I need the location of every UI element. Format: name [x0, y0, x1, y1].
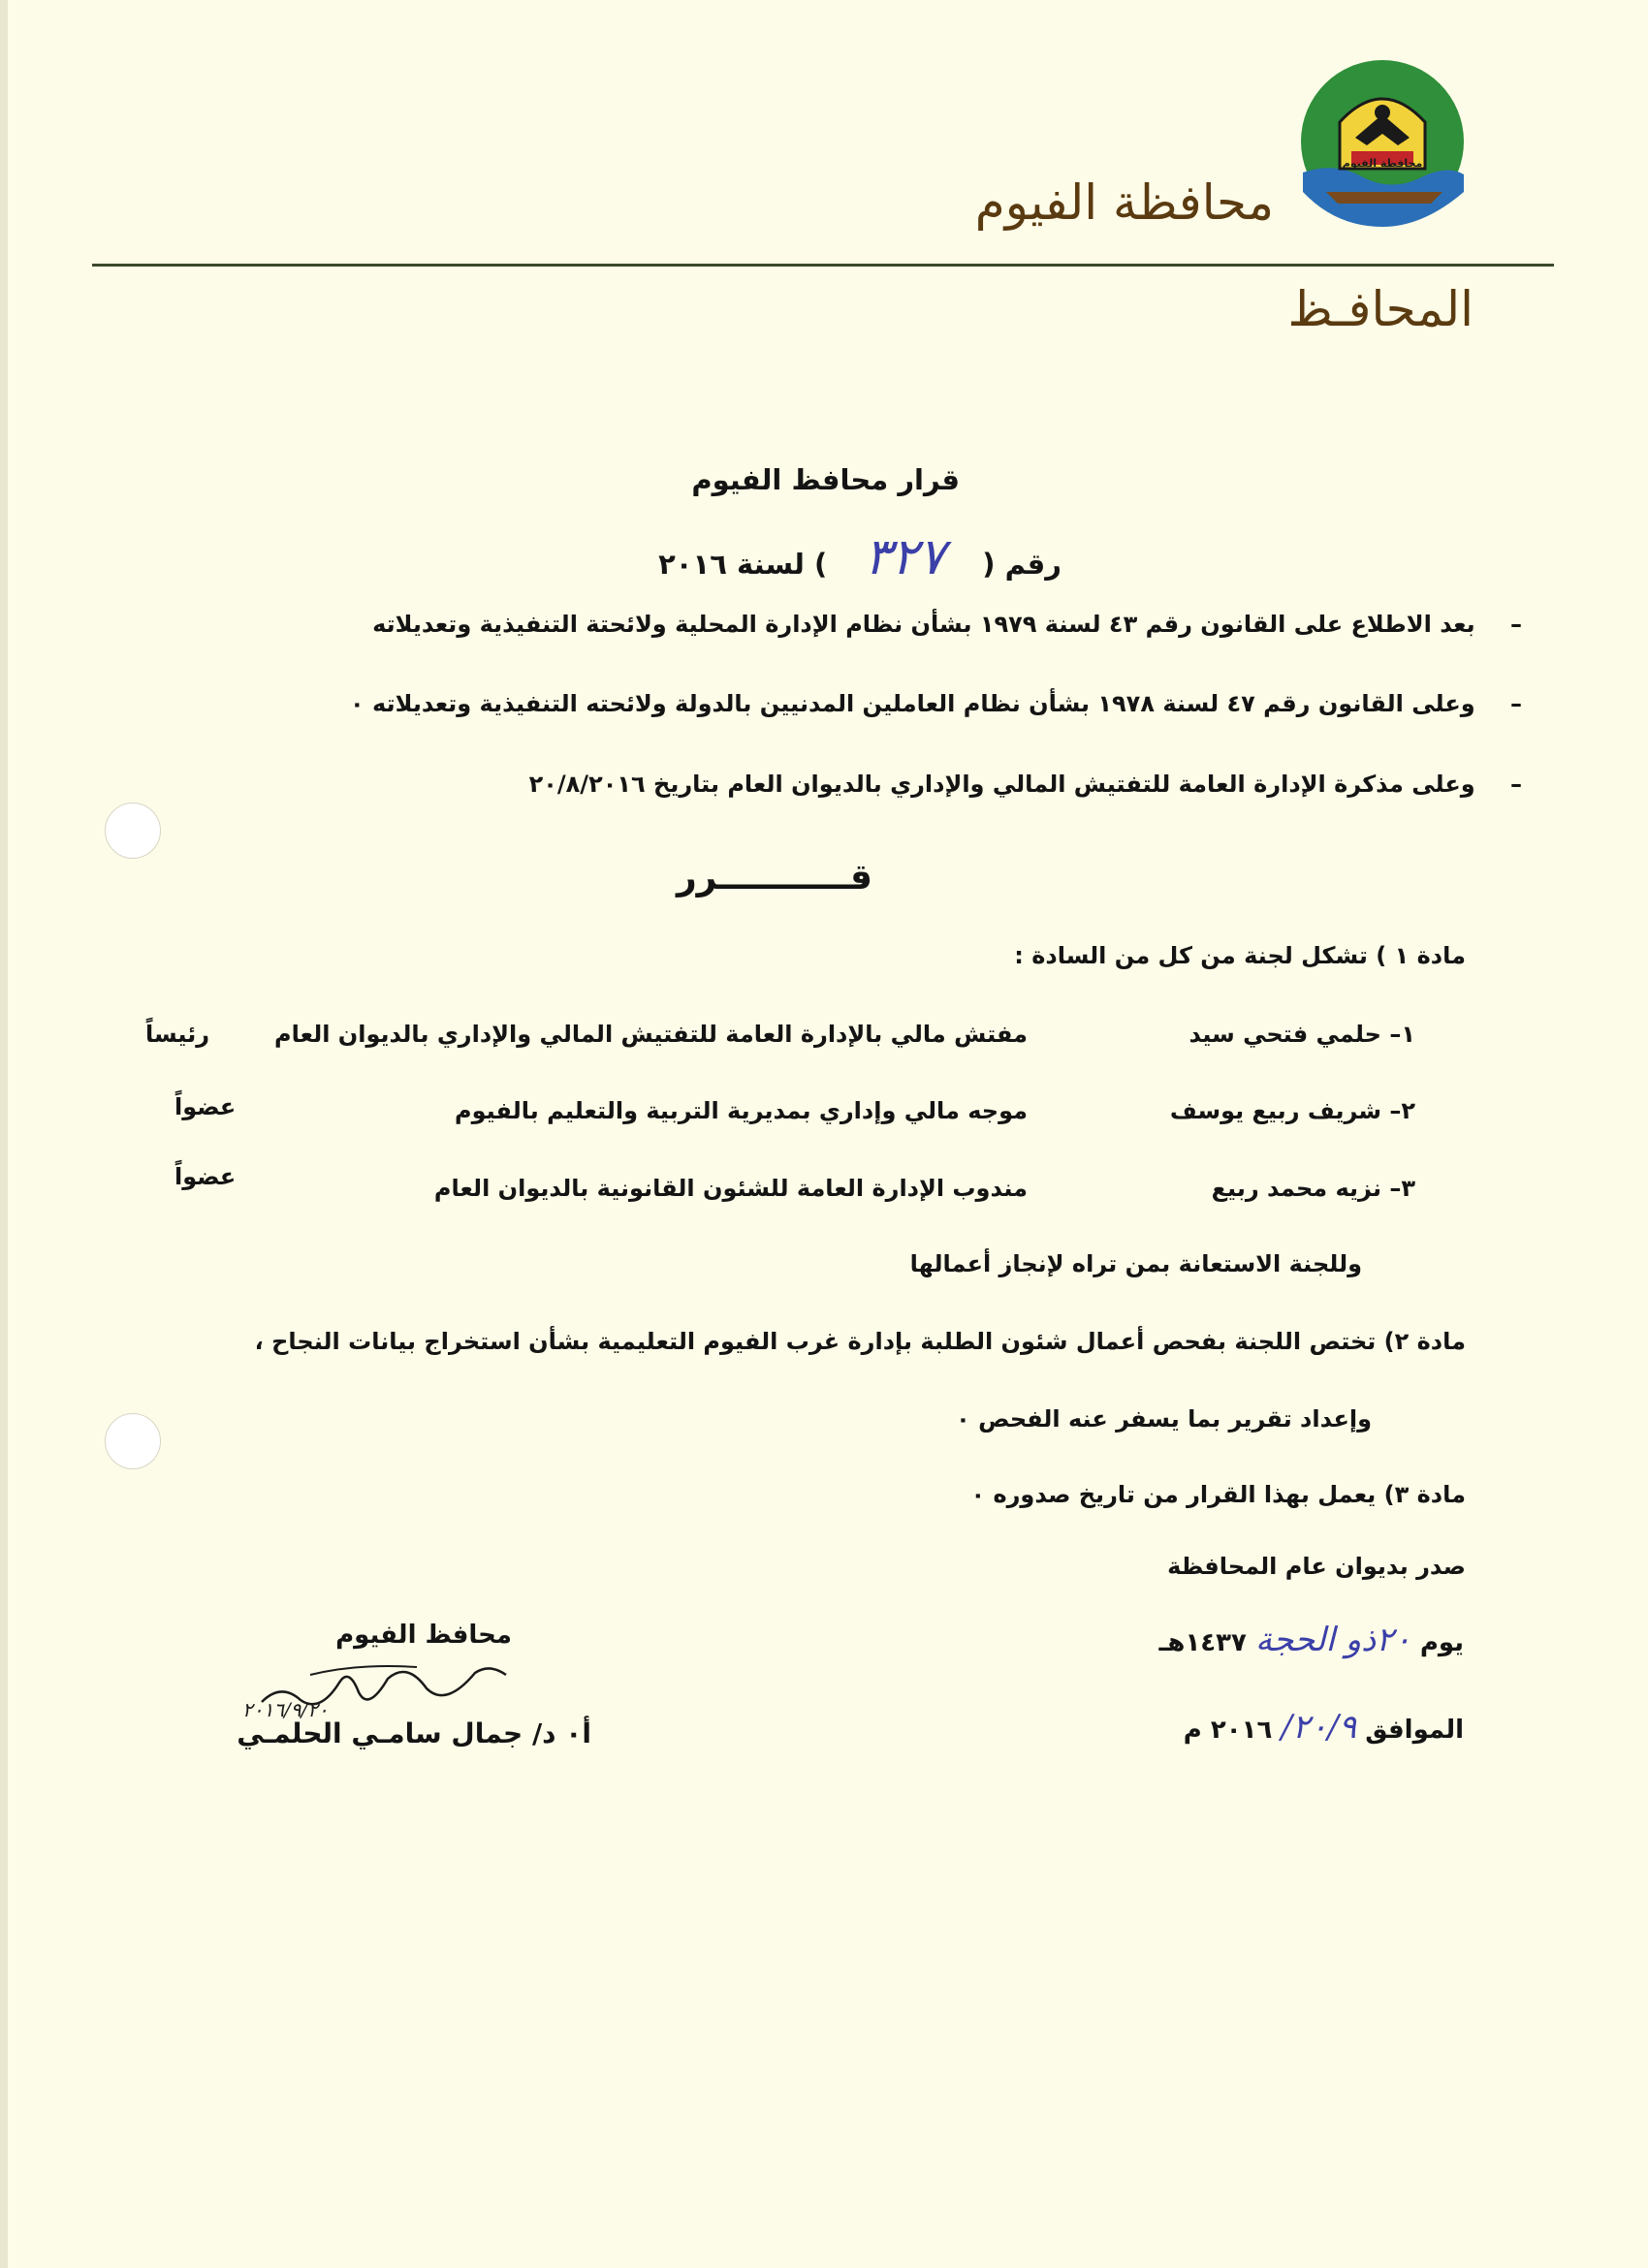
article-2-line-2: وإعداد تقرير بما يسفر عنه الفحص ٠: [956, 1405, 1372, 1433]
member-1-name: ١– حلمي فتحي سيد: [1188, 1021, 1415, 1048]
assistance-line: وللجنة الاستعانة بمن تراه لإنجاز أعمالها: [909, 1250, 1362, 1277]
issued-at: صدر بديوان عام المحافظة: [1167, 1553, 1466, 1580]
greg-handwritten: ٢٠/٩/: [1281, 1708, 1357, 1747]
recital-dash: –: [1510, 771, 1522, 798]
letterhead-rule: [92, 264, 1554, 267]
recital-text: بعد الاطلاع على القانون رقم ٤٣ لسنة ١٩٧٩ بشأن نظام الإدارة المحلية ولائحتة التنفيذية وتعديلاته: [372, 611, 1475, 638]
member-2-position: موجه مالي وإداري بمديرية التربية والتعليم بالفيوم: [454, 1097, 1028, 1124]
punch-hole-upper: [105, 803, 161, 859]
number-prefix: رقم (: [982, 548, 1062, 581]
recital-text: وعلى القانون رقم ٤٧ لسنة ١٩٧٨ بشأن نظام العاملين المدنيين بالدولة ولائحته التنفيذية وتعديلاته ٠: [350, 690, 1475, 717]
hijri-date-line: [1159, 1621, 1464, 1659]
hijri-label: يوم: [1419, 1628, 1464, 1657]
punch-hole-lower: [105, 1413, 161, 1469]
greg-printed: ٢٠١٦ م: [1183, 1716, 1273, 1745]
signature-title: محافظ الفيوم: [335, 1621, 512, 1650]
member-2-name: ٢– شريف ربيع يوسف: [1169, 1097, 1415, 1124]
recital-3: [529, 771, 1522, 798]
member-1-position: مفتش مالي بالإدارة العامة للتفتيش المالي والإداري بالديوان العام: [274, 1021, 1028, 1048]
hijri-printed: ١٤٣٧هـ: [1158, 1628, 1247, 1657]
recital-dash: –: [1510, 611, 1522, 638]
hijri-handwritten: ٢٠ذو الحجة: [1254, 1621, 1411, 1659]
office-title: المحافـظ: [1287, 281, 1474, 337]
decree-number-line: [658, 528, 1062, 586]
decree-heading: قـــــــــــرر: [676, 858, 872, 898]
recital-text: وعلى مذكرة الإدارة العامة للتفتيش المالي والإداري بالديوان العام بتاريخ ٢٠/٨/٢٠١٦: [528, 771, 1475, 798]
signature-handwritten-date: ٢٠١٦/٩/٢٠: [242, 1698, 329, 1721]
member-1-role: رئيساً: [145, 1021, 210, 1048]
recital-1: [372, 611, 1522, 638]
governorate-logo: [1297, 56, 1468, 227]
decree-title: قرار محافظ الفيوم: [691, 463, 960, 496]
number-suffix: ) لسنة ٢٠١٦: [658, 548, 828, 581]
article-2-line-1: مادة ٢) تختص اللجنة بفحص أعمال شئون الطلبة بإدارة غرب الفيوم التعليمية بشأن استخراج بيانات النجاح ،: [254, 1328, 1466, 1355]
member-3-name: ٣– نزيه محمد ربيع: [1211, 1175, 1415, 1202]
member-2-role: عضواً: [174, 1093, 237, 1120]
recital-2: [350, 690, 1522, 717]
greg-label: الموافق: [1365, 1716, 1464, 1745]
gregorian-date-line: [1184, 1708, 1464, 1747]
logo-label: محافظة الفيوم: [1342, 157, 1423, 170]
governorate-name: محافظة الفيوم: [974, 174, 1274, 231]
signature-name: أ٠ د/ جمال سامـي الحلمـي: [237, 1717, 591, 1749]
number-handwritten: ٣٢٧: [864, 528, 946, 586]
recital-dash: –: [1510, 690, 1522, 717]
member-3-position: مندوب الإدارة العامة للشئون القانونية بالديوان العام: [433, 1175, 1028, 1202]
article-3: مادة ٣) يعمل بهذا القرار من تاريخ صدوره ٠: [970, 1481, 1466, 1508]
member-3-role: عضواً: [174, 1163, 237, 1190]
article-1-intro: مادة ١ ) تشكل لجنة من كل من السادة :: [1014, 942, 1466, 969]
page-edge: [0, 0, 8, 2268]
